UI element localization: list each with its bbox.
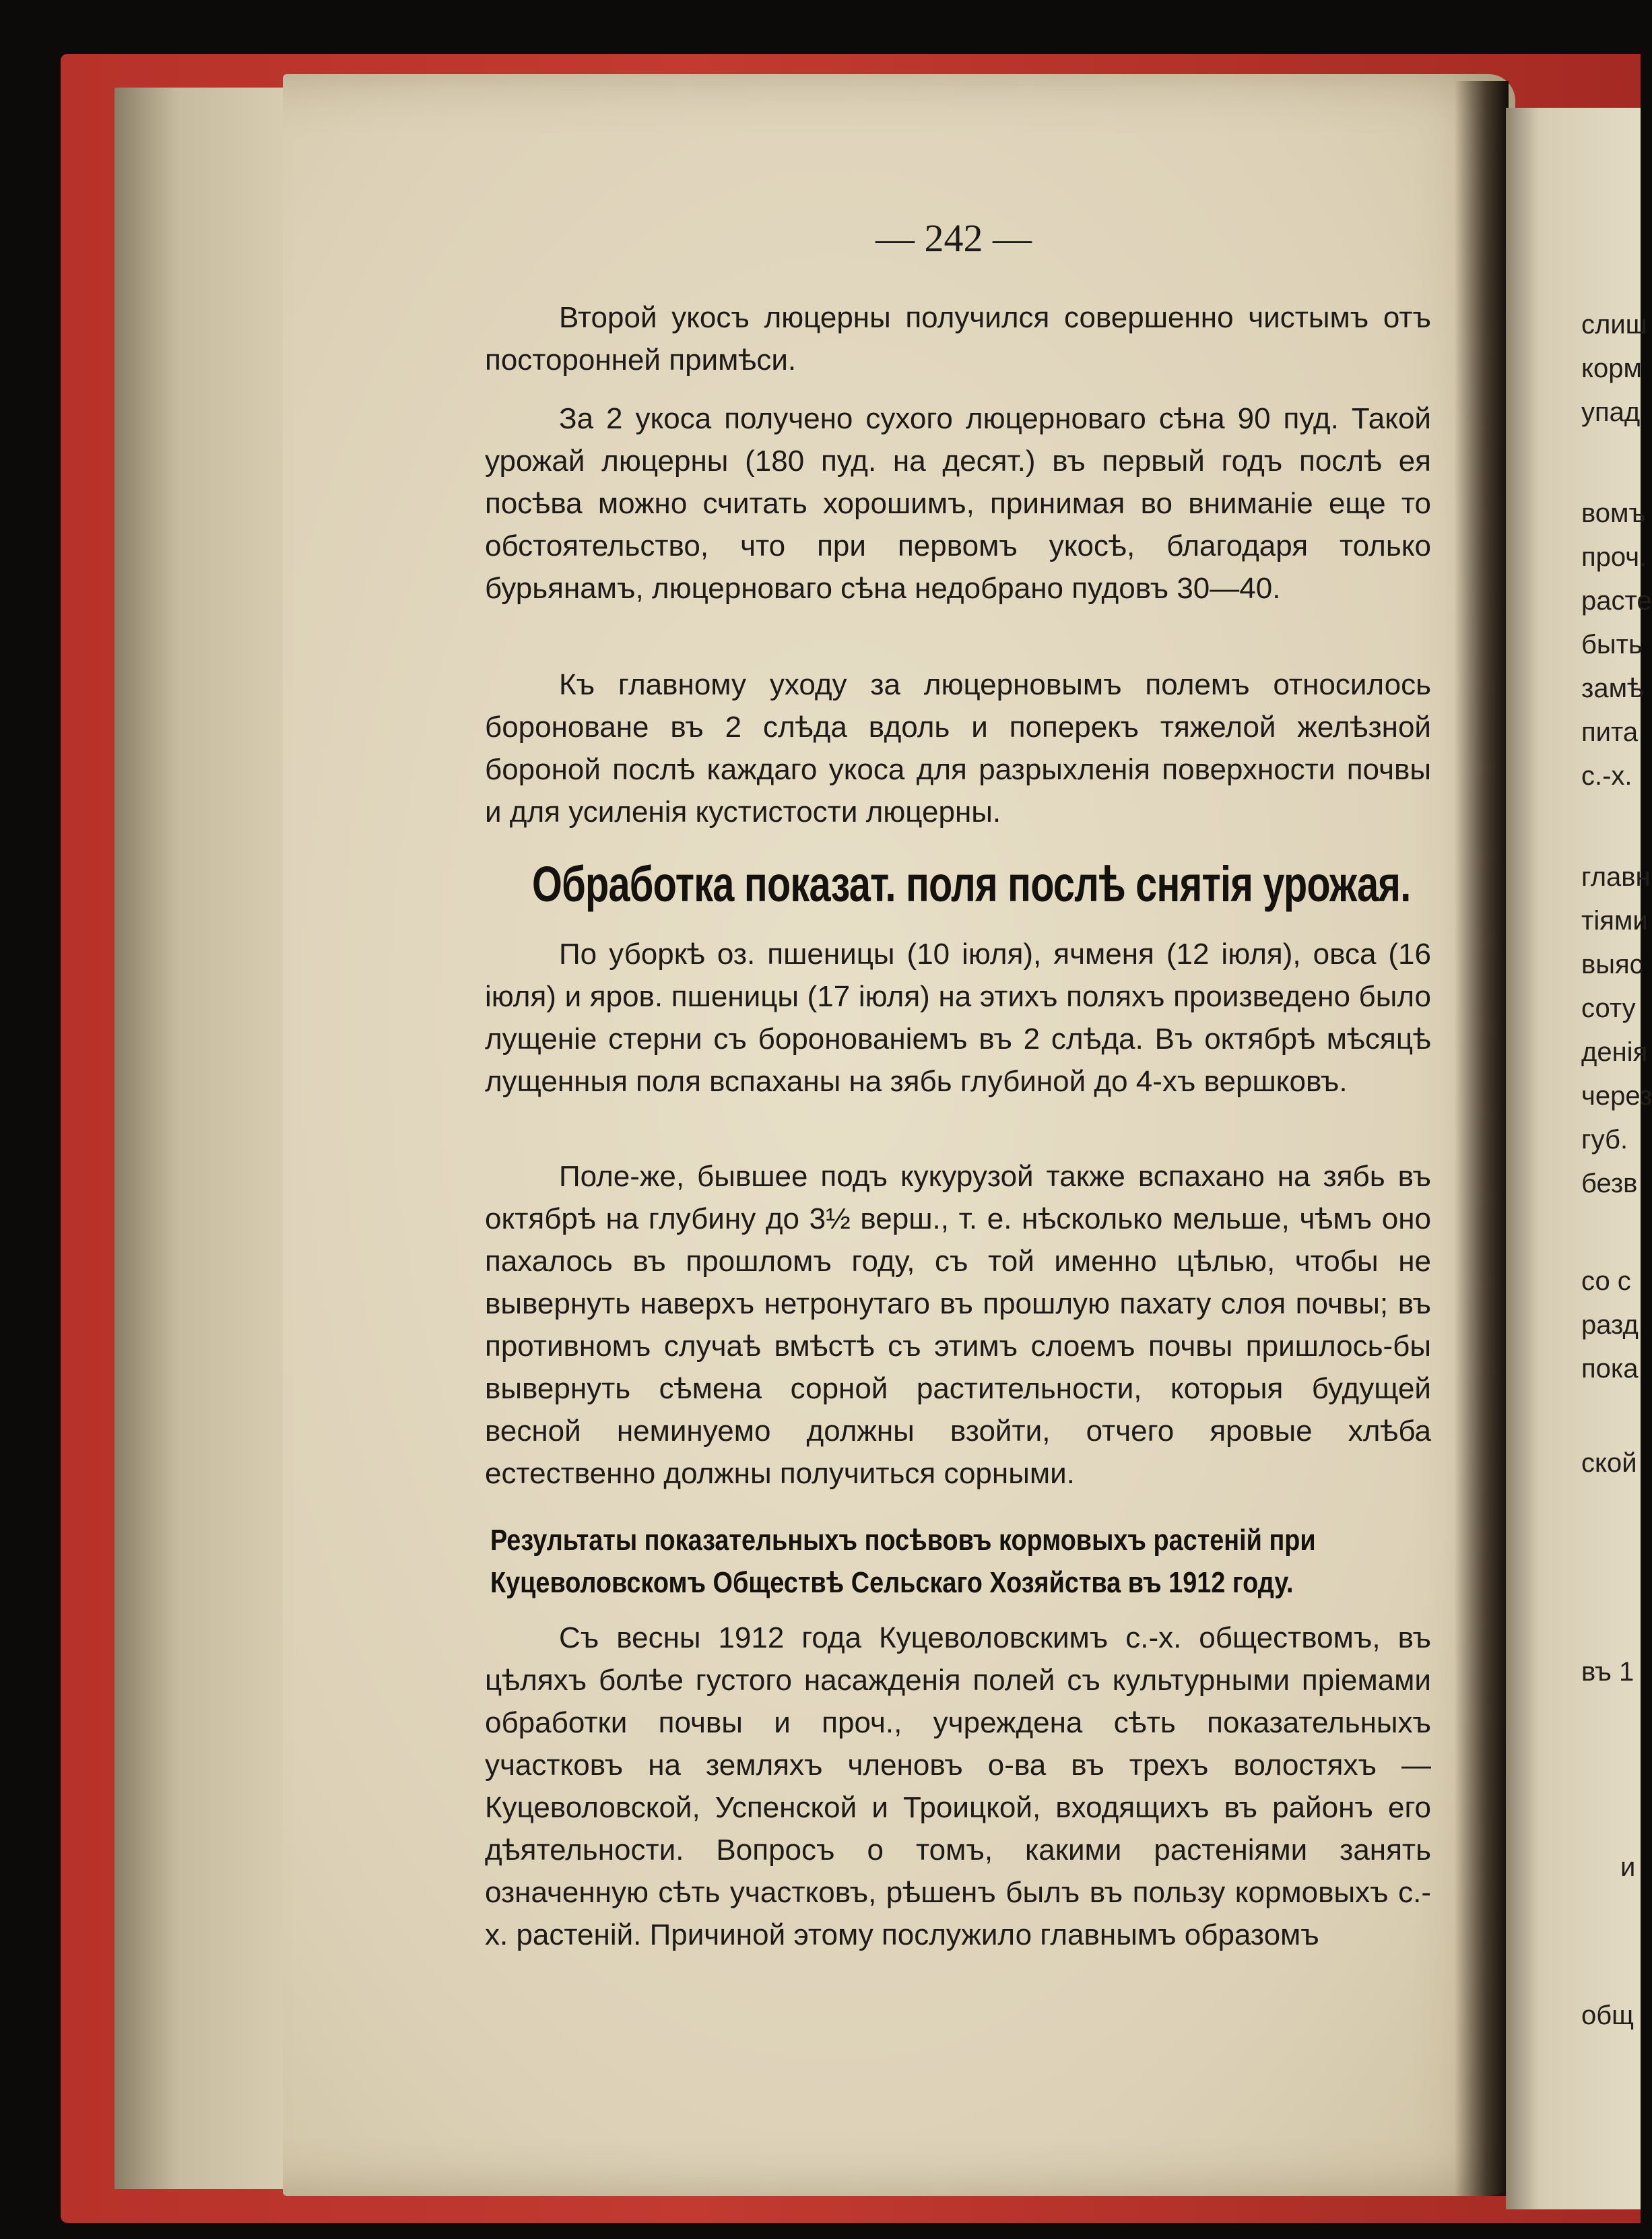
heading-text: Результаты показательныхъ посѣвовъ кормовыхъ растеній при: [490, 1524, 1316, 1557]
facing-page-fragment: с.-х.: [1581, 761, 1632, 791]
paragraph-care: Къ главному уходу за люцерновымъ полемъ относилось бороноване въ 2 слѣда вдоль и поперекъ тяжелой желѣзной бороной послѣ каждаго укоса для разрыхленія поверхности почвы и для усиленія кустистости люцерны.: [485, 668, 1431, 829]
facing-page: [1506, 108, 1652, 2209]
paragraph-harvest: По уборкѣ оз. пшеницы (10 іюля), ячменя (12 іюля), овса (16 іюля) и яров. пшеницы (17 іюля) на этихъ поляхъ произведено было лущеніе стерни съ боронованіемъ въ 2 слѣда. Въ октябрѣ мѣсяцѣ лущенныя поля вспаханы на зябь глубиной до 4-хъ вершковъ.: [485, 938, 1431, 1098]
page-stack-edge: [114, 88, 296, 2189]
facing-page-fragment: вомъ: [1581, 498, 1646, 528]
facing-page-fragment: корм: [1581, 354, 1642, 383]
facing-page-fragment: со с: [1581, 1266, 1631, 1296]
heading-text: Куцеволовскомъ Обществѣ Сельскаго Хозяйства въ 1912 году.: [490, 1566, 1294, 1599]
paragraph-1912: Съ весны 1912 года Куцеволовскимъ с.-х. обществомъ, въ цѣляхъ болѣе густого насажденія полей съ культурными пріемами обработки почвы и проч., учреждена сѣть показательныхъ участковъ на земляхъ членовъ о-ва въ трехъ волостяхъ —Куцеволовской, Успенской и Троицкой, входящихъ въ районъ его дѣятельности. Вопросъ о томъ, какими растеніями занять означенную сѣть участковъ, рѣшенъ былъ въ пользу кормовыхъ с.-х. растеній. Причиной этому послужило главнымъ образомъ: [485, 1621, 1431, 1951]
facing-page-fragment: упад: [1581, 397, 1641, 427]
facing-page-fragment: пита: [1581, 717, 1639, 747]
facing-page-fragment: общ: [1581, 2001, 1634, 2030]
facing-page-fragment: ской: [1581, 1448, 1637, 1478]
facing-page-fragment: выяс: [1581, 950, 1643, 979]
paragraph-corn-field: Поле-же, бывшее подъ кукурузой также вспахано на зябь въ октябрѣ на глубину до 3½ верш., т. е. нѣсколько мельше, чѣмъ оно пахалось въ прошломъ году, съ той именно цѣлью, чтобы не вывернуть наверхъ нетронутаго въ прошлую пахату слоя почвы; въ противномъ случаѣ вмѣстѣ съ этимъ слоемъ почвы пришлось-бы вывернуть сѣмена сорной растительности, которыя будущей весной неминуемо должны взойти, отчего яровые хлѣба естественно должны получиться сорными.: [485, 1160, 1431, 1490]
page-number: — 242 —: [875, 216, 1032, 260]
facing-page-fragment: пока: [1581, 1354, 1639, 1384]
facing-page-fragment: разд: [1581, 1310, 1639, 1340]
facing-page-fragment: быть: [1581, 630, 1643, 659]
facing-page-fragment: и: [1620, 1852, 1636, 1882]
facing-page-fragment: слиш: [1581, 310, 1647, 339]
facing-page-fragment: губ.: [1581, 1125, 1628, 1155]
facing-page-fragment: проч.: [1581, 542, 1647, 572]
facing-page-fragment: через: [1581, 1081, 1652, 1111]
facing-page-fragment: безв: [1581, 1169, 1638, 1198]
paragraph-yield: За 2 укоса получено сухого люцерноваго сѣна 90 пуд. Такой урожай люцерны (180 пуд. на десят.) въ первый годъ послѣ ея посѣва можно считать хорошимъ, принимая во вниманіе еще то обстоятельство, что при первомъ укосѣ, благодаря только бурьянамъ, люцерноваго сѣна недобрано пудовъ 30—40.: [485, 402, 1431, 605]
facing-page-fragment: денія: [1581, 1037, 1648, 1067]
book-gutter: [1455, 81, 1509, 2196]
facing-page-fragment: расте: [1581, 586, 1652, 616]
facing-page-fragment: тіями: [1581, 906, 1648, 936]
facing-page-fragment: соту: [1581, 994, 1636, 1023]
facing-page-fragment: въ 1: [1581, 1657, 1634, 1687]
section-heading-results-line1: [490, 1519, 1433, 1561]
section-heading-results-line2: [490, 1561, 1433, 1604]
facing-page-fragment: главн: [1581, 862, 1651, 892]
paragraph-second-cut: Второй укосъ люцерны получился совершенно чистымъ отъ посторонней примѣси.: [485, 301, 1431, 377]
facing-page-fragment: замѣ: [1581, 674, 1644, 703]
section-heading-tillage: Обработка показат. поля послѣ снятія урожая.: [532, 856, 1411, 912]
